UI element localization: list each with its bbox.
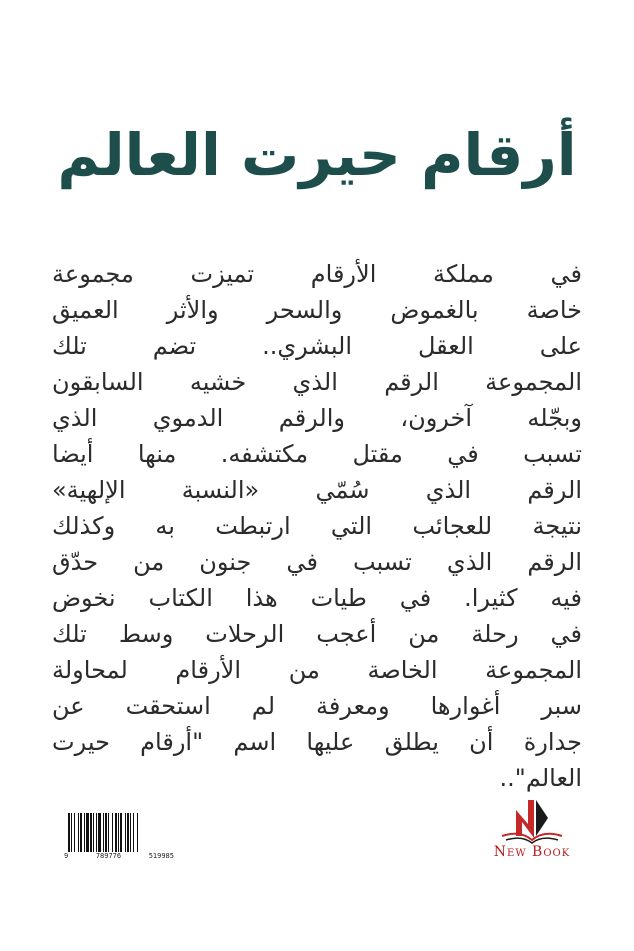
publisher-name: New Book xyxy=(493,844,571,860)
blurb-line: الرقم الذي سُمّي «النسبة الإلهية» xyxy=(52,476,582,504)
blurb-line: العالم".. xyxy=(499,764,582,792)
back-cover-blurb xyxy=(52,256,582,796)
blurb-line: الرقم الذي تسبب في جنون من حدّق xyxy=(52,548,582,576)
book-title: أرقام حيرت العالم xyxy=(57,121,577,189)
blurb-line: تسبب في مقتل مكتشفه. منها أيضا xyxy=(52,440,582,468)
blurb-line: المجموعة الخاصة من الأرقام لمحاولة xyxy=(52,656,582,684)
blurb-line: وبجّله آخرون، والرقم الدموي الذي xyxy=(52,404,582,432)
barcode-number xyxy=(64,852,174,861)
blurb-line: في مملكة الأرقام تميزت مجموعة xyxy=(52,260,582,288)
open-book-n-logo-icon xyxy=(482,796,582,846)
isbn-barcode xyxy=(64,813,174,861)
barcode-bars xyxy=(64,813,174,853)
barcode-first-digit: 9 xyxy=(64,852,69,860)
blurb-line: المجموعة الرقم الذي خشيه السابقون xyxy=(52,368,582,396)
blurb-line: جدارة أن يطلق عليها اسم "أرقام حيرت xyxy=(52,728,582,756)
blurb-line: خاصة بالغموض والسحر والأثر العميق xyxy=(52,296,582,324)
barcode-group-2: 519985 xyxy=(148,852,174,860)
barcode-group-1: 789776 xyxy=(95,852,122,860)
blurb-line: سبر أغوارها ومعرفة لم استحقت عن xyxy=(52,692,582,720)
publisher-logo xyxy=(482,796,592,866)
blurb-line: في رحلة من أعجب الرحلات وسط تلك xyxy=(52,620,582,648)
blurb-line: فيه كثيرا. في طيات هذا الكتاب نخوض xyxy=(52,584,582,612)
blurb-line: على العقل البشري.. تضم تلك xyxy=(52,332,582,360)
blurb-line: نتيجة للعجائب التي ارتبطت به وكذلك xyxy=(52,512,582,540)
